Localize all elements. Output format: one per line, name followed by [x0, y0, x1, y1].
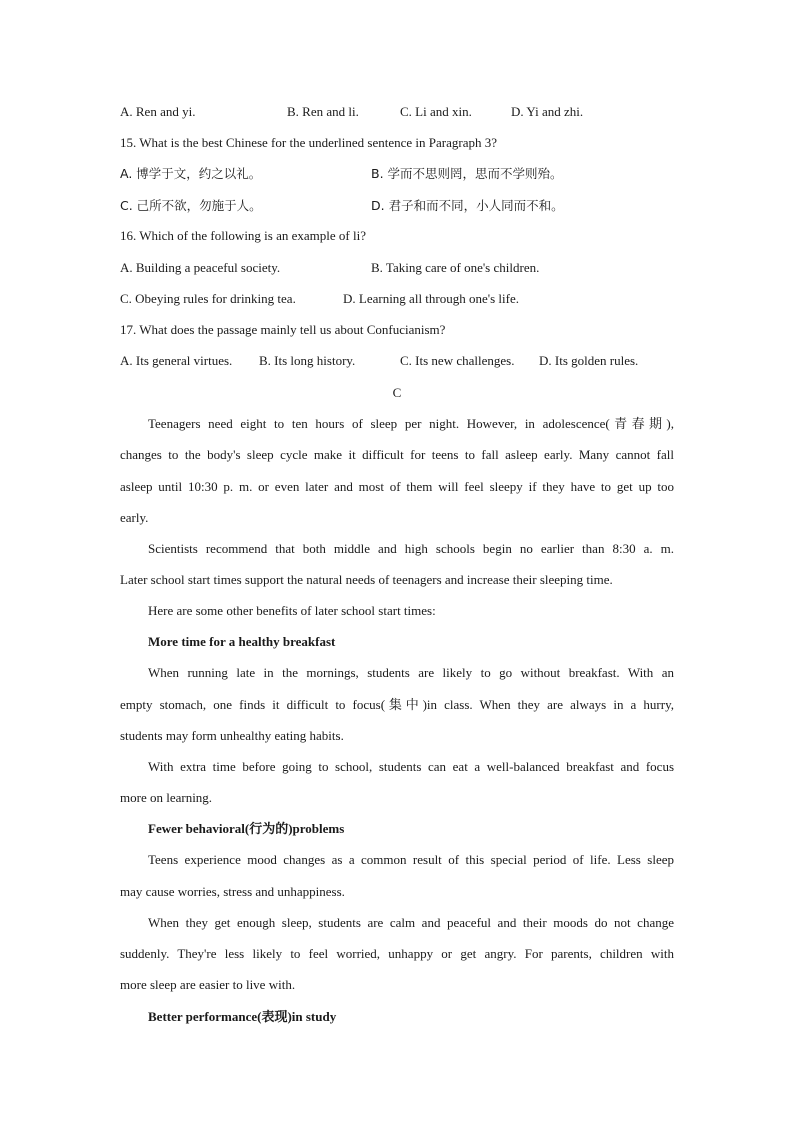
passage-p5-line1: With extra time before going to school, students can eat a well-balanced breakfast and focus	[148, 759, 674, 774]
q15-option-d: D. 君子和而不同，小人同而不和。	[371, 198, 564, 213]
q16-option-b: B. Taking care of one's children.	[371, 260, 540, 275]
heading-better-performance: Better performance(表现)in study	[148, 1009, 337, 1024]
heading-behavioral-problems: Fewer behavioral(行为的)problems	[148, 821, 345, 836]
heading-healthy-breakfast: More time for a healthy breakfast	[148, 634, 336, 649]
passage-p7-line2: suddenly. They're less likely to feel worried, unhappy or get angry. For parents, children with	[120, 946, 674, 961]
passage-p2-line2: Later school start times support the natural needs of teenagers and increase their sleeping time.	[120, 572, 613, 587]
q15-option-b: B. 学而不思则罔，思而不学则殆。	[371, 166, 563, 181]
passage-p3: Here are some other benefits of later school start times:	[148, 603, 436, 618]
q15-option-c: C. 己所不欲，勿施于人。	[120, 198, 262, 213]
q17-question: 17. What does the passage mainly tell us about Confucianism?	[120, 322, 446, 337]
passage-p7-line3: more sleep are easier to live with.	[120, 977, 296, 992]
passage-p6-line1: Teens experience mood changes as a common result of this special period of life. Less sleep	[148, 852, 674, 867]
q15-question: 15. What is the best Chinese for the underlined sentence in Paragraph 3?	[120, 135, 498, 150]
q14-option-d: D. Yi and zhi.	[511, 104, 584, 119]
q14-option-a: A. Ren and yi.	[120, 104, 196, 119]
q16-question: 16. Which of the following is an example of li?	[120, 228, 366, 243]
passage-p5-line2: more on learning.	[120, 790, 213, 805]
q16-option-c: C. Obeying rules for drinking tea.	[120, 291, 296, 306]
section-label: C	[392, 385, 402, 400]
q17-option-c: C. Its new challenges.	[400, 353, 515, 368]
q16-option-a: A. Building a peaceful society.	[120, 260, 281, 275]
q17-option-a: A. Its general virtues.	[120, 353, 233, 368]
q14-option-b: B. Ren and li.	[287, 104, 359, 119]
q17-option-d: D. Its golden rules.	[539, 353, 639, 368]
passage-p1-line2: changes to the body's sleep cycle make it difficult for teens to fall asleep early. Many cannot fall	[120, 447, 674, 462]
passage-p4-line1: When running late in the mornings, students are likely to go without breakfast. With an	[148, 665, 674, 680]
passage-p1-line4: early.	[120, 510, 149, 525]
passage-p1-line3: asleep until 10:30 p. m. or even later and most of them will feel sleepy if they have to get up too	[120, 479, 674, 494]
passage-p6-line2: may cause worries, stress and unhappiness.	[120, 884, 345, 899]
q17-option-b: B. Its long history.	[259, 353, 356, 368]
q15-option-a: A. 博学于文，约之以礼。	[120, 166, 262, 181]
passage-p4-line2: empty stomach, one finds it difficult to focus(集中)in class. When they are always in a hurry,	[120, 697, 674, 712]
passage-p7-line1: When they get enough sleep, students are calm and peaceful and their moods do not change	[148, 915, 674, 930]
q16-option-d: D. Learning all through one's life.	[343, 291, 519, 306]
passage-p4-line3: students may form unhealthy eating habits.	[120, 728, 344, 743]
q14-option-c: C. Li and xin.	[400, 104, 472, 119]
passage-p2-line1: Scientists recommend that both middle and high schools begin no earlier than 8:30 a. m.	[148, 541, 674, 556]
passage-p1-line1: Teenagers need eight to ten hours of sleep per night. However, in adolescence(青春期),	[148, 416, 674, 431]
